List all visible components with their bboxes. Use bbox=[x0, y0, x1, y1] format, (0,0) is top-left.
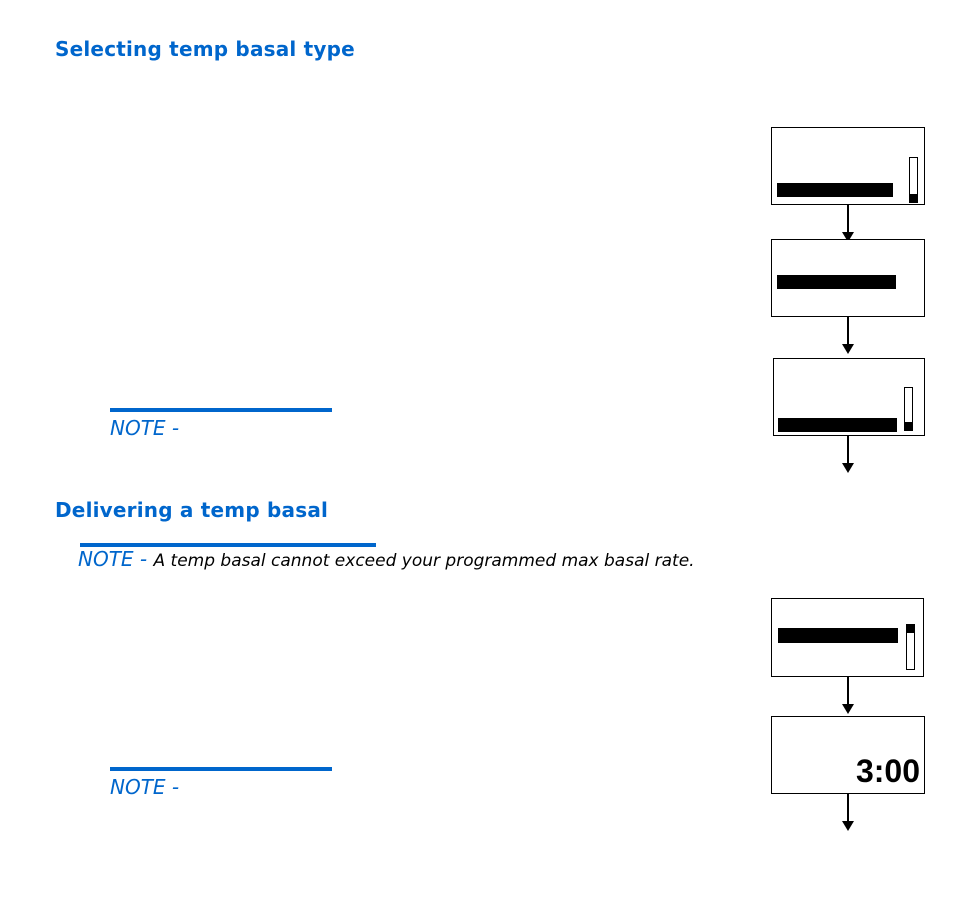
flow-arrow bbox=[847, 317, 849, 344]
flow-arrow bbox=[847, 677, 849, 704]
scrollbar bbox=[904, 387, 913, 431]
duration-readout: 3:00 bbox=[855, 753, 920, 789]
scrollbar bbox=[909, 157, 918, 203]
flow-arrow bbox=[847, 205, 849, 232]
highlight-bar bbox=[777, 183, 893, 197]
note-label: NOTE - bbox=[78, 547, 148, 571]
flow-arrow bbox=[847, 436, 849, 463]
note-text: A temp basal cannot exceed your programmed max basal rate. bbox=[153, 551, 695, 571]
pump-screen-2 bbox=[771, 239, 925, 317]
scrollbar bbox=[906, 624, 915, 670]
scroll-thumb bbox=[910, 194, 917, 202]
pump-screen-3 bbox=[773, 358, 925, 436]
note-rule bbox=[110, 767, 332, 771]
highlight-bar bbox=[777, 275, 896, 289]
scroll-thumb bbox=[907, 625, 914, 633]
flow-arrow bbox=[847, 794, 849, 821]
max-basal-note bbox=[78, 547, 695, 573]
section-heading-delivering-a-temp-basal: Delivering a temp basal bbox=[55, 498, 329, 522]
highlight-bar bbox=[778, 628, 898, 643]
section-heading-selecting-temp-basal-type: Selecting temp basal type bbox=[55, 37, 355, 61]
pump-screen-1 bbox=[771, 127, 925, 205]
scroll-thumb bbox=[905, 422, 912, 430]
highlight-bar bbox=[778, 418, 897, 432]
pump-screen-4 bbox=[771, 598, 924, 677]
note-label: NOTE - bbox=[110, 416, 180, 440]
note-label: NOTE - bbox=[110, 775, 180, 799]
note-rule bbox=[110, 408, 332, 412]
pump-screen-5 bbox=[771, 716, 925, 794]
